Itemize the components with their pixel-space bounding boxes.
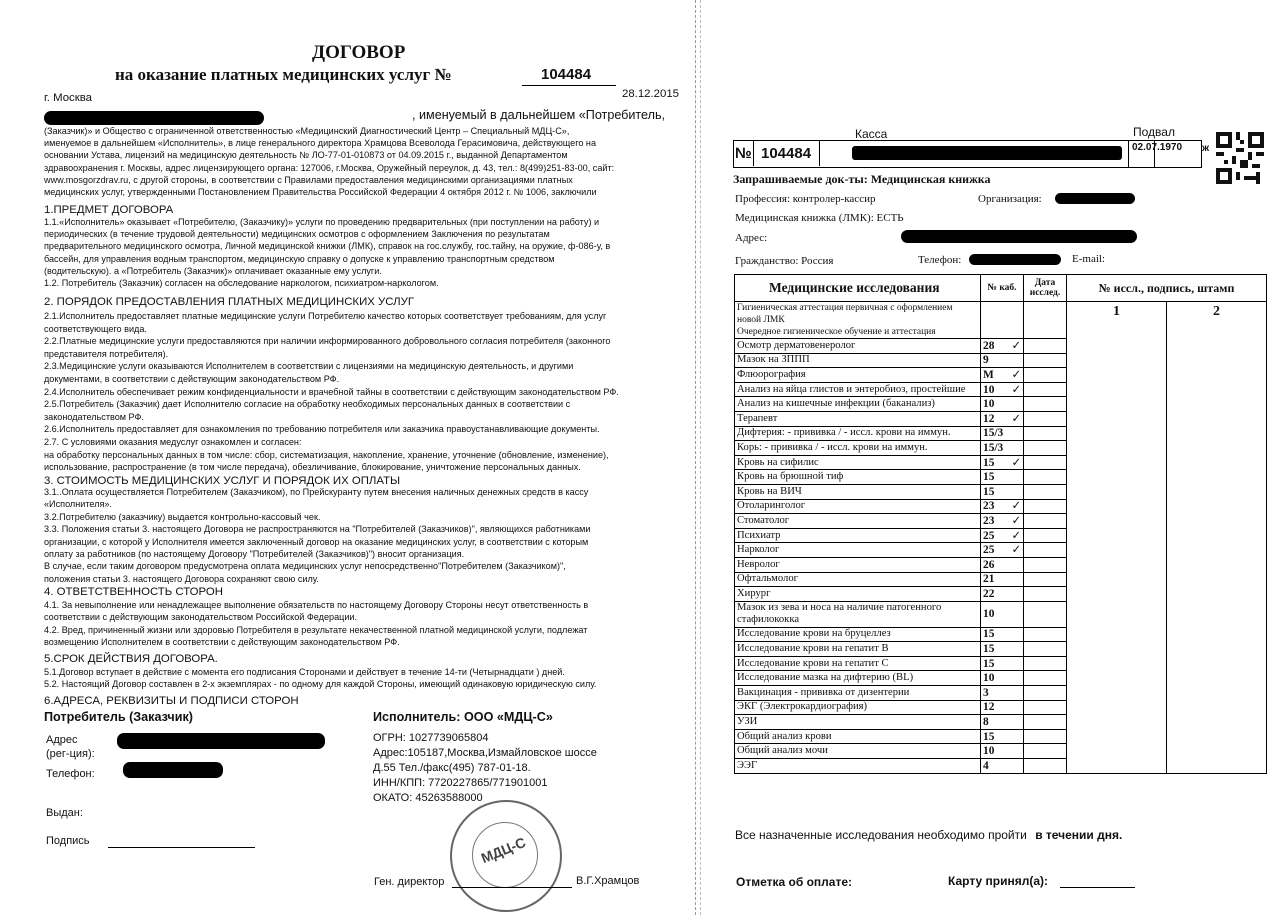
requested-docs: Запрашиваемые док-ты: Медицинская книжка <box>733 172 991 186</box>
redacted-card-address <box>901 230 1137 243</box>
exam-room: 10 ✓ <box>981 382 1024 397</box>
exam-date <box>1024 441 1067 456</box>
contract-line: Адрес:105187,Москва,Измайловское шоссе <box>373 747 597 759</box>
exam-room: 15 <box>981 470 1024 485</box>
exam-room: 8 <box>981 715 1024 730</box>
payment-label: Отметка об оплате: <box>736 875 852 889</box>
check-mark-icon: ✓ <box>1011 500 1021 513</box>
contract-line: (водительскую). а «Потребитель (Заказчик)» оплачивает оказанные ему услуги. <box>44 265 382 276</box>
contract-line: 1.2. Потребитель (Заказчик) согласен на обследование наркологом, психиатром-наркологом. <box>44 278 439 288</box>
exam-name: Осмотр дерматовенеролог <box>735 339 981 354</box>
organization-label: Организация: <box>978 193 1042 205</box>
check-mark-icon: ✓ <box>1011 383 1021 396</box>
exam-date <box>1024 700 1067 715</box>
contract-subtitle: на оказание платных медицинских услуг № <box>115 65 452 84</box>
sign-col-1: 1 <box>1067 302 1167 774</box>
exam-name: Терапевт <box>735 411 981 426</box>
exam-room: 15/3 <box>981 441 1024 456</box>
redacted-card-phone <box>969 254 1061 265</box>
exam-name: Исследование мазка на дифтерию (BL) <box>735 671 981 686</box>
medical-card-page <box>705 0 1282 915</box>
exam-date <box>1024 587 1067 602</box>
exam-name: Мазок на ЗППП <box>735 353 981 368</box>
exam-room: 26 <box>981 557 1024 572</box>
exam-room: 15 <box>981 627 1024 642</box>
exam-room: 25 ✓ <box>981 543 1024 558</box>
col-room-header: № каб. <box>981 275 1024 302</box>
executor-title: Исполнитель: ООО «МДЦ-С» <box>373 710 553 724</box>
contract-line: организации, с которой у Исполнителя имеется заключенный договор на оказание медицинских услуг, в соответствии с которым <box>44 536 589 547</box>
contract-line: «Исполнителя». <box>44 499 112 510</box>
exam-date <box>1024 557 1067 572</box>
exam-room: 23 ✓ <box>981 499 1024 514</box>
contract-line: www.mosgorzdrav.ru, с другой стороны, в соответствии с Правилами предоставления медицинскими организациями платных <box>44 174 573 185</box>
exam-name: Мазок из зева и носа на наличие патогенного стафилококка <box>735 601 981 627</box>
exam-name: Офтальмолог <box>735 572 981 587</box>
card-accepted-line <box>1060 887 1135 888</box>
exam-room: 21 <box>981 572 1024 587</box>
redacted-patient-name <box>852 146 1122 160</box>
contract-line: 2.1.Исполнитель предоставляет платные медицинские услуги Потребителю качество которых соответствует требованиям, для услуг <box>44 311 607 321</box>
exam-date <box>1024 499 1067 514</box>
contract-line: соответствующего вида. <box>44 323 147 334</box>
exam-date <box>1024 759 1067 774</box>
exam-date <box>1024 642 1067 657</box>
exam-name: Исследование крови на бруцеллез <box>735 627 981 642</box>
contract-line: Д.55 Тел./факс(495) 787-01-18. <box>373 762 531 774</box>
email-label: E-mail: <box>1072 253 1105 265</box>
contract-line: периодических (в течение трудовой деятельности) медицинских осмотров с оформлением Заключения по результатам <box>44 229 550 240</box>
director-signature-line <box>452 887 572 888</box>
exam-date <box>1024 455 1067 470</box>
contract-line: 2.7. С условиями оказания медуслуг ознакомлен и согласен: <box>44 437 302 447</box>
contract-line: 2.5.Потребитель (Заказчик) дает Исполнителю согласие на обработку необходимых персональных данных в соответствии с <box>44 399 571 410</box>
exam-name: Исследование крови на гепатит В <box>735 642 981 657</box>
exam-room: М ✓ <box>981 368 1024 383</box>
exam-room: 9 <box>981 353 1024 368</box>
section-5-title: 5.СРОК ДЕЙСТВИЯ ДОГОВОРА. <box>44 653 218 665</box>
contract-line: 2.4.Исполнитель обеспечивает режим конфиденциальности и врачебной тайны в соответствии с действующим законодательством РФ. <box>44 386 619 397</box>
exam-date <box>1024 470 1067 485</box>
contract-line: оплату за работников (по настоящему Договору "Потребителей (Заказчиков)") вносит организация. <box>44 549 465 559</box>
exam-date <box>1024 528 1067 543</box>
contract-line: представителя потребителя). <box>44 348 169 359</box>
exam-date <box>1024 339 1067 354</box>
exam-date <box>1024 426 1067 441</box>
profession: Профессия: контролер-кассир <box>735 193 876 205</box>
exam-room: 15 <box>981 729 1024 744</box>
exam-room: 12 <box>981 700 1024 715</box>
contract-line: 2.3.Медицинские услуги оказываются Исполнителем в соответствии с лицензиями на медицинскую деятельность, и другими <box>44 361 574 372</box>
consumer-title: Потребитель (Заказчик) <box>44 710 193 724</box>
exam-date <box>1024 686 1067 701</box>
citizenship: Гражданство: Россия <box>735 255 834 267</box>
card-no-label: № <box>735 145 752 162</box>
exam-date <box>1024 744 1067 759</box>
exam-room: 12 ✓ <box>981 411 1024 426</box>
exam-name: Кровь на ВИЧ <box>735 484 981 499</box>
exam-room: 15 <box>981 642 1024 657</box>
exam-date <box>1024 572 1067 587</box>
exam-name: Дифтерия: - прививка / - иссл. крови на иммун. <box>735 426 981 441</box>
exam-name: Анализ на яйца глистов и энтеробиоз, простейшие <box>735 382 981 397</box>
exam-date <box>1024 627 1067 642</box>
exam-date <box>1024 368 1067 383</box>
check-mark-icon: ✓ <box>1011 456 1021 469</box>
contract-line: 4.1. За невыполнение или ненадлежащее выполнение обязательств по настоящему Договору Стороны несут ответственность в <box>44 600 589 610</box>
contract-line: ИНН/КПП: 7720227865/771901001 <box>373 777 548 789</box>
exam-date <box>1024 601 1067 627</box>
exam-date <box>1024 671 1067 686</box>
exam-date <box>1024 514 1067 529</box>
contract-line: медицинских услуг, утвержденными Постановлением Правительства Российской Федерации 4 октября 2012 г. № 1006, заключили <box>44 187 597 197</box>
contract-line: 3.3. Положения статьи 3. настоящего Договора не распространяются на "Потребителей (Заказчиков)", являющихся работниками <box>44 524 591 535</box>
exam-room: 15 <box>981 656 1024 671</box>
exam-room: 10 <box>981 744 1024 759</box>
lmk-status: Медицинская книжка (ЛМК): ЕСТЬ <box>735 212 904 224</box>
contract-line: возмещению Исполнителем в соответствии с действующим законодательством РФ. <box>44 636 400 647</box>
exam-name: Кровь на сифилис <box>735 455 981 470</box>
sign-label: Подпись <box>46 835 90 847</box>
contract-line: бассейн, для управления водным транспортом, медицинскую справку о допуске к управлению транспортным средством <box>44 253 555 264</box>
exam-name: Стоматолог <box>735 514 981 529</box>
sex: ж <box>1202 143 1210 154</box>
section-6-title: 6.АДРЕСА, РЕКВИЗИТЫ И ПОДПИСИ СТОРОН <box>44 695 299 707</box>
exam-room: 25 ✓ <box>981 528 1024 543</box>
exam-room: 3 <box>981 686 1024 701</box>
company-seal <box>450 800 562 912</box>
contract-line: ОГРН: 1027739065804 <box>373 732 489 744</box>
contract-line: именуемое в дальнейшем «Исполнитель», в лице генерального директора Храмцова Всеволода Герасимовича, действующего на <box>44 138 597 149</box>
contract-line: использование, распространение (в том числе передача), обезличивание, блокирование, уничтожение персональных данных. <box>44 462 581 473</box>
section-2-title: 2. ПОРЯДОК ПРЕДОСТАВЛЕНИЯ ПЛАТНЫХ МЕДИЦИНСКИХ УСЛУГ <box>44 296 414 308</box>
exam-name: Невролог <box>735 557 981 572</box>
check-mark-icon: ✓ <box>1011 339 1021 352</box>
contract-line: 5.2. Настоящий Договор составлен в 2-х экземплярах - по одному для каждой Стороны, имеющий одинаковую юридическую силу. <box>44 679 597 690</box>
note-text: Все назначенные исследования необходимо пройти в течении дня. <box>735 828 1123 842</box>
birth-date: 02.07.1970 <box>1132 142 1183 153</box>
contract-line: В случае, если таким договором предусмотрена оплата медицинских услуг непосредственно"Потребителем (Заказчиком)", <box>44 561 566 572</box>
contract-line: 3.1..Оплата осуществляется Потребителем (Заказчиком), по Прейскуранту путем внесения наличных денежных средств в кассу <box>44 487 589 497</box>
exam-name: Кровь на брюшной тиф <box>735 470 981 485</box>
col-date-header: Дата исслед. <box>1024 275 1067 302</box>
contract-line: ОКАТО: 45263588000 <box>373 792 483 804</box>
exam-room: 10 <box>981 397 1024 412</box>
contract-intro-tail: , именуемый в дальнейшем «Потребитель, <box>412 108 666 122</box>
contract-line: 2.6.Исполнитель предоставляет для ознакомления по требованию потребителя или заказчика правоустанавливающие документы. <box>44 424 600 435</box>
exam-name: Отоларинголог <box>735 499 981 514</box>
exam-date <box>1024 411 1067 426</box>
exam-name: Нарколог <box>735 543 981 558</box>
redacted-consumer-name <box>44 111 264 125</box>
exam-room: 15 <box>981 484 1024 499</box>
exam-name: Психиатр <box>735 528 981 543</box>
contract-title: ДОГОВОР <box>312 42 406 63</box>
exam-date <box>1024 382 1067 397</box>
phone-label: Телефон: <box>46 768 95 780</box>
kassa-label: Касса <box>855 127 888 141</box>
card-accepted-label: Карту принял(а): <box>948 874 1048 888</box>
exam-date <box>1024 353 1067 368</box>
contract-line: основании Устава, лицензий на медицинскую деятельность № ЛО-77-01-010873 от 04.09.2015 г., выданной Департаментом <box>44 150 568 161</box>
page-divider <box>693 0 705 915</box>
exam-name: ЭКГ (Электрокардиография) <box>735 700 981 715</box>
exam-name: УЗИ <box>735 715 981 730</box>
registration-label: (рег-ция): <box>46 748 95 760</box>
exams-table <box>734 274 1267 774</box>
exam-date <box>1024 656 1067 671</box>
director-label: Ген. директор <box>374 876 445 888</box>
seal-text: МДЦ-С <box>478 833 528 867</box>
contract-line: 2.2.Платные медицинские услуги предоставляются при наличии информированного добровольного согласия потребителя (законного <box>44 336 611 347</box>
section-1-title: 1.ПРЕДМЕТ ДОГОВОРА <box>44 204 174 216</box>
exam-name: Общий анализ мочи <box>735 744 981 759</box>
contract-line: соответствии с действующим законодательством Российской Федерации. <box>44 612 358 623</box>
first-exam-cell: Гигиеническая аттестация первичная с оформлением новой ЛМК Очередное гигиеническое обучение и аттестация <box>735 302 981 339</box>
redacted-phone <box>123 762 223 778</box>
check-mark-icon: ✓ <box>1011 544 1021 557</box>
sign-col-2: 2 <box>1167 302 1267 774</box>
issued-label: Выдан: <box>46 807 83 819</box>
exam-room: 10 <box>981 601 1024 627</box>
phone-label: Телефон: <box>918 254 962 266</box>
exam-room: 15/3 <box>981 426 1024 441</box>
exam-name: Анализ на кишечные инфекции (баканализ) <box>735 397 981 412</box>
exam-name: Корь: - прививка / - иссл. крови на иммун. <box>735 441 981 456</box>
exam-name: Общий анализ крови <box>735 729 981 744</box>
section-3-title: 3. СТОИМОСТЬ МЕДИЦИНСКИХ УСЛУГ И ПОРЯДОК ИХ ОПЛАТЫ <box>44 475 401 487</box>
contract-line: законодательством РФ. <box>44 411 144 422</box>
contract-line: 3.2.Потребителю (заказчику) выдается контрольно-кассовый чек. <box>44 511 321 522</box>
exam-room: 28 ✓ <box>981 339 1024 354</box>
exam-room: 4 <box>981 759 1024 774</box>
col-sign-header: № иссл., подпись, штамп <box>1067 275 1267 302</box>
exam-name: Хирург <box>735 587 981 602</box>
contract-city: г. Москва <box>44 92 92 104</box>
exam-date <box>1024 484 1067 499</box>
exam-room: 22 <box>981 587 1024 602</box>
contract-line: документами, в соответствии с действующим законодательством РФ. <box>44 374 340 384</box>
redacted-organization <box>1055 193 1135 204</box>
exam-name: Флюорография <box>735 368 981 383</box>
exam-date <box>1024 543 1067 558</box>
contract-line: здравоохранения г. Москвы, адрес лицензирующего органа: 127006, г.Москва, Оружейный переулок, д. 43, тел.: 8(499)251-83-00, сайт: <box>44 162 615 173</box>
check-mark-icon: ✓ <box>1011 412 1021 425</box>
contract-line: положения статьи 3. настоящего Договора сохраняют свою силу. <box>44 573 319 584</box>
contract-number: 104484 <box>541 66 592 83</box>
col-exam-header: Медицинские исследования <box>735 275 981 302</box>
contract-line: предварительного медицинского осмотра, Личной медицинской книжки (ЛМК), справок на гос.службу, гос.тайну, на оружие, ф-086-у, в <box>44 241 611 252</box>
check-mark-icon: ✓ <box>1011 529 1021 542</box>
redacted-address <box>117 733 325 749</box>
contract-line: на обработку персональных данных в том числе: сбор, систематизация, накопление, хранение, уточнение (обновление, изменение), <box>44 449 609 460</box>
exam-room: 23 ✓ <box>981 514 1024 529</box>
consumer-signature-line <box>108 847 255 848</box>
address-label: Адрес <box>46 734 78 746</box>
exam-name: Исследование крови на гепатит С <box>735 656 981 671</box>
contract-line: 5.1.Договор вступает в действие с момента его подписания Сторонами и действует в течение 14-ти (Четырнадцати ) дней. <box>44 667 565 677</box>
qr-code-icon <box>1216 132 1264 184</box>
exam-room: 15 ✓ <box>981 455 1024 470</box>
contract-number-underline <box>522 85 616 86</box>
section-4-title: 4. ОТВЕТСТВЕННОСТЬ СТОРОН <box>44 586 223 598</box>
exam-name: ЭЭГ <box>735 759 981 774</box>
address-label: Адрес: <box>735 232 768 244</box>
card-number: 104484 <box>761 145 812 162</box>
contract-line: 4.2. Вред, причиненный жизни или здоровью Потребителя в результате некачественной платной медицинской услуги, подлежат <box>44 624 588 635</box>
exam-name: Вакцинация - прививка от дизентерии <box>735 686 981 701</box>
exam-date <box>1024 715 1067 730</box>
contract-line: 1.1.«Исполнитель» оказывает «Потребителю, (Заказчику)» услуги по проведению предварительных (при поступлении на работу) и <box>44 217 600 227</box>
check-mark-icon: ✓ <box>1011 514 1021 527</box>
check-mark-icon: ✓ <box>1011 368 1021 381</box>
director-name: В.Г.Храмцов <box>576 875 640 887</box>
exam-room: 10 <box>981 671 1024 686</box>
exam-date <box>1024 729 1067 744</box>
exam-date <box>1024 397 1067 412</box>
contract-line: (Заказчик)» и Общество с ограниченной ответственностью «Медицинский Диагностический Центр – Специальный МДЦ-С», <box>44 126 570 136</box>
contract-date: 28.12.2015 <box>622 88 680 100</box>
podval-label: Подвал <box>1133 125 1175 139</box>
